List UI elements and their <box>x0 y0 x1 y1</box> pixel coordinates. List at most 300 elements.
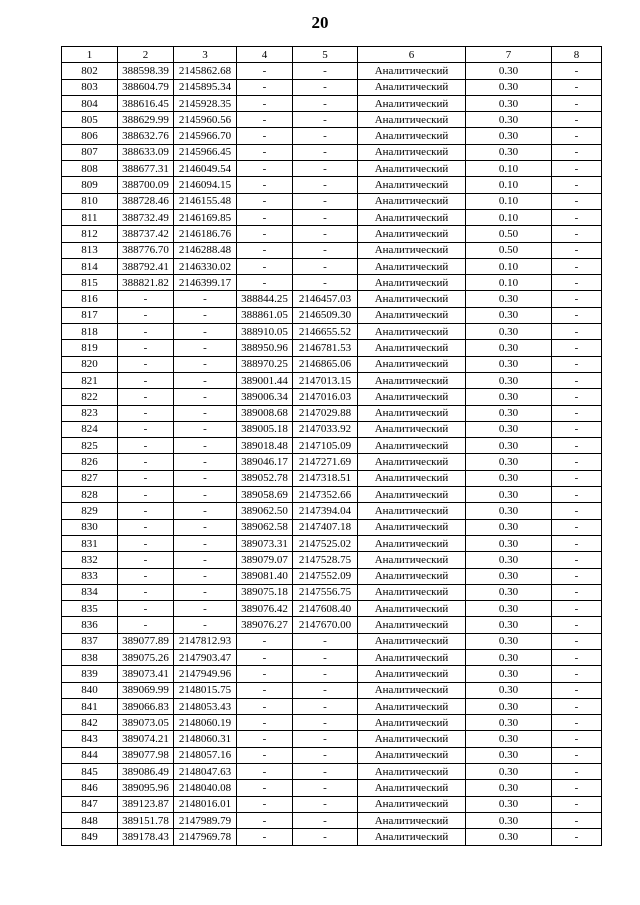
method-cell: Аналитический <box>358 503 466 519</box>
error-cell: 0.30 <box>466 372 552 388</box>
x-coord-alt-cell: 388910.05 <box>237 324 293 340</box>
error-cell: 0.30 <box>466 291 552 307</box>
x-coord-alt-cell: - <box>237 209 293 225</box>
error-cell: 0.50 <box>466 242 552 258</box>
y-coord-alt-cell: 2147552.09 <box>293 568 358 584</box>
x-coord-alt-cell: 389001.44 <box>237 372 293 388</box>
y-coord-cell: 2148016.01 <box>174 796 237 812</box>
method-cell: Аналитический <box>358 698 466 714</box>
y-coord-alt-cell: 2146865.06 <box>293 356 358 372</box>
error-cell: 0.10 <box>466 161 552 177</box>
x-coord-alt-cell: 389052.78 <box>237 470 293 486</box>
note-cell: - <box>552 79 602 95</box>
y-coord-cell: 2148057.16 <box>174 747 237 763</box>
table-row <box>62 372 602 388</box>
x-coord-alt-cell: 389058.69 <box>237 487 293 503</box>
note-cell: - <box>552 144 602 160</box>
error-cell: 0.30 <box>466 112 552 128</box>
y-coord-alt-cell: - <box>293 209 358 225</box>
method-cell: Аналитический <box>358 291 466 307</box>
y-coord-alt-cell: - <box>293 666 358 682</box>
x-coord-cell: - <box>118 617 174 633</box>
x-coord-cell: - <box>118 356 174 372</box>
point-number-cell: 811 <box>62 209 118 225</box>
note-cell: - <box>552 649 602 665</box>
x-coord-alt-cell: - <box>237 698 293 714</box>
x-coord-cell: 388677.31 <box>118 161 174 177</box>
column-header: 7 <box>466 47 552 63</box>
x-coord-cell: 388821.82 <box>118 275 174 291</box>
y-coord-alt-cell: 2147394.04 <box>293 503 358 519</box>
x-coord-alt-cell: - <box>237 715 293 731</box>
x-coord-cell: 389075.26 <box>118 649 174 665</box>
error-cell: 0.30 <box>466 356 552 372</box>
note-cell: - <box>552 356 602 372</box>
y-coord-cell: - <box>174 568 237 584</box>
method-cell: Аналитический <box>358 617 466 633</box>
error-cell: 0.30 <box>466 63 552 79</box>
table-row <box>62 812 602 828</box>
table-row <box>62 780 602 796</box>
note-cell: - <box>552 666 602 682</box>
x-coord-alt-cell: - <box>237 144 293 160</box>
method-cell: Аналитический <box>358 796 466 812</box>
y-coord-cell: 2147812.93 <box>174 633 237 649</box>
table-row <box>62 112 602 128</box>
note-cell: - <box>552 552 602 568</box>
error-cell: 0.30 <box>466 666 552 682</box>
point-number-cell: 814 <box>62 258 118 274</box>
error-cell: 0.30 <box>466 307 552 323</box>
y-coord-alt-cell: 2147013.15 <box>293 372 358 388</box>
x-coord-cell: - <box>118 389 174 405</box>
x-coord-alt-cell: 389076.42 <box>237 601 293 617</box>
point-number-cell: 820 <box>62 356 118 372</box>
y-coord-cell: 2145966.70 <box>174 128 237 144</box>
method-cell: Аналитический <box>358 95 466 111</box>
header-row <box>62 47 602 63</box>
y-coord-alt-cell: 2147352.66 <box>293 487 358 503</box>
y-coord-alt-cell: 2147608.40 <box>293 601 358 617</box>
table-row <box>62 666 602 682</box>
point-number-cell: 849 <box>62 829 118 845</box>
error-cell: 0.30 <box>466 519 552 535</box>
y-coord-cell: 2146049.54 <box>174 161 237 177</box>
y-coord-alt-cell: - <box>293 780 358 796</box>
error-cell: 0.30 <box>466 796 552 812</box>
x-coord-cell: - <box>118 291 174 307</box>
note-cell: - <box>552 519 602 535</box>
method-cell: Аналитический <box>358 79 466 95</box>
x-coord-alt-cell: - <box>237 177 293 193</box>
note-cell: - <box>552 764 602 780</box>
x-coord-cell: - <box>118 552 174 568</box>
method-cell: Аналитический <box>358 226 466 242</box>
error-cell: 0.30 <box>466 487 552 503</box>
note-cell: - <box>552 698 602 714</box>
x-coord-cell: - <box>118 584 174 600</box>
error-cell: 0.30 <box>466 601 552 617</box>
x-coord-cell: - <box>118 372 174 388</box>
table-row <box>62 340 602 356</box>
table-row <box>62 356 602 372</box>
y-coord-cell: 2146288.48 <box>174 242 237 258</box>
y-coord-cell: 2146155.48 <box>174 193 237 209</box>
y-coord-cell: 2148060.31 <box>174 731 237 747</box>
table-row <box>62 421 602 437</box>
y-coord-alt-cell: 2147670.00 <box>293 617 358 633</box>
error-cell: 0.30 <box>466 764 552 780</box>
table-row <box>62 324 602 340</box>
column-header: 6 <box>358 47 466 63</box>
y-coord-alt-cell: 2147528.75 <box>293 552 358 568</box>
method-cell: Аналитический <box>358 487 466 503</box>
x-coord-alt-cell: 389005.18 <box>237 421 293 437</box>
note-cell: - <box>552 780 602 796</box>
y-coord-cell: - <box>174 438 237 454</box>
x-coord-alt-cell: 389008.68 <box>237 405 293 421</box>
y-coord-cell: - <box>174 405 237 421</box>
y-coord-alt-cell: - <box>293 242 358 258</box>
y-coord-cell: - <box>174 454 237 470</box>
note-cell: - <box>552 209 602 225</box>
point-number-cell: 827 <box>62 470 118 486</box>
y-coord-alt-cell: 2147271.69 <box>293 454 358 470</box>
note-cell: - <box>552 95 602 111</box>
y-coord-alt-cell: - <box>293 95 358 111</box>
error-cell: 0.30 <box>466 829 552 845</box>
error-cell: 0.30 <box>466 470 552 486</box>
point-number-cell: 806 <box>62 128 118 144</box>
y-coord-cell: - <box>174 291 237 307</box>
y-coord-alt-cell: 2147525.02 <box>293 535 358 551</box>
method-cell: Аналитический <box>358 438 466 454</box>
method-cell: Аналитический <box>358 519 466 535</box>
x-coord-cell: 389123.87 <box>118 796 174 812</box>
note-cell: - <box>552 487 602 503</box>
point-number-cell: 832 <box>62 552 118 568</box>
method-cell: Аналитический <box>358 112 466 128</box>
point-number-cell: 823 <box>62 405 118 421</box>
point-number-cell: 818 <box>62 324 118 340</box>
x-coord-cell: 388632.76 <box>118 128 174 144</box>
column-header: 1 <box>62 47 118 63</box>
point-number-cell: 807 <box>62 144 118 160</box>
y-coord-alt-cell: 2147556.75 <box>293 584 358 600</box>
y-coord-alt-cell: 2146457.03 <box>293 291 358 307</box>
x-coord-cell: 389095.96 <box>118 780 174 796</box>
x-coord-alt-cell: - <box>237 95 293 111</box>
y-coord-cell: 2146186.76 <box>174 226 237 242</box>
table-row <box>62 829 602 845</box>
point-number-cell: 835 <box>62 601 118 617</box>
table-body <box>62 63 602 845</box>
y-coord-cell: - <box>174 601 237 617</box>
error-cell: 0.30 <box>466 128 552 144</box>
error-cell: 0.30 <box>466 144 552 160</box>
error-cell: 0.30 <box>466 421 552 437</box>
y-coord-alt-cell: - <box>293 193 358 209</box>
table-row <box>62 79 602 95</box>
y-coord-cell: - <box>174 584 237 600</box>
point-number-cell: 802 <box>62 63 118 79</box>
y-coord-alt-cell: 2146509.30 <box>293 307 358 323</box>
table-header <box>62 47 602 63</box>
error-cell: 0.30 <box>466 79 552 95</box>
point-number-cell: 834 <box>62 584 118 600</box>
method-cell: Аналитический <box>358 161 466 177</box>
x-coord-alt-cell: 389018.48 <box>237 438 293 454</box>
error-cell: 0.30 <box>466 340 552 356</box>
x-coord-cell: 389086.49 <box>118 764 174 780</box>
point-number-cell: 822 <box>62 389 118 405</box>
x-coord-cell: - <box>118 307 174 323</box>
method-cell: Аналитический <box>358 421 466 437</box>
table-row <box>62 128 602 144</box>
method-cell: Аналитический <box>358 209 466 225</box>
point-number-cell: 843 <box>62 731 118 747</box>
point-number-cell: 830 <box>62 519 118 535</box>
method-cell: Аналитический <box>358 242 466 258</box>
note-cell: - <box>552 747 602 763</box>
method-cell: Аналитический <box>358 128 466 144</box>
table-row <box>62 698 602 714</box>
y-coord-cell: 2147949.96 <box>174 666 237 682</box>
point-number-cell: 825 <box>62 438 118 454</box>
y-coord-alt-cell: - <box>293 63 358 79</box>
note-cell: - <box>552 503 602 519</box>
y-coord-alt-cell: - <box>293 144 358 160</box>
y-coord-alt-cell: - <box>293 796 358 812</box>
x-coord-cell: 388732.49 <box>118 209 174 225</box>
table-row <box>62 715 602 731</box>
x-coord-cell: 388616.45 <box>118 95 174 111</box>
point-number-cell: 844 <box>62 747 118 763</box>
x-coord-alt-cell: - <box>237 633 293 649</box>
point-number-cell: 829 <box>62 503 118 519</box>
method-cell: Аналитический <box>358 389 466 405</box>
x-coord-cell: - <box>118 324 174 340</box>
x-coord-alt-cell: 388861.05 <box>237 307 293 323</box>
x-coord-cell: - <box>118 535 174 551</box>
error-cell: 0.10 <box>466 177 552 193</box>
error-cell: 0.30 <box>466 617 552 633</box>
y-coord-cell: 2147903.47 <box>174 649 237 665</box>
x-coord-cell: 388792.41 <box>118 258 174 274</box>
note-cell: - <box>552 535 602 551</box>
y-coord-cell: - <box>174 487 237 503</box>
x-coord-cell: - <box>118 503 174 519</box>
table-row <box>62 796 602 812</box>
note-cell: - <box>552 291 602 307</box>
y-coord-cell: - <box>174 421 237 437</box>
method-cell: Аналитический <box>358 177 466 193</box>
x-coord-alt-cell: - <box>237 193 293 209</box>
y-coord-alt-cell: - <box>293 812 358 828</box>
error-cell: 0.10 <box>466 258 552 274</box>
y-coord-alt-cell: 2147407.18 <box>293 519 358 535</box>
method-cell: Аналитический <box>358 715 466 731</box>
method-cell: Аналитический <box>358 780 466 796</box>
error-cell: 0.30 <box>466 649 552 665</box>
x-coord-cell: 389074.21 <box>118 731 174 747</box>
point-number-cell: 805 <box>62 112 118 128</box>
y-coord-alt-cell: - <box>293 764 358 780</box>
point-number-cell: 808 <box>62 161 118 177</box>
x-coord-cell: - <box>118 568 174 584</box>
y-coord-alt-cell: 2147033.92 <box>293 421 358 437</box>
point-number-cell: 815 <box>62 275 118 291</box>
error-cell: 0.30 <box>466 715 552 731</box>
y-coord-alt-cell: - <box>293 747 358 763</box>
x-coord-cell: 389178.43 <box>118 829 174 845</box>
x-coord-cell: 388776.70 <box>118 242 174 258</box>
y-coord-alt-cell: - <box>293 258 358 274</box>
point-number-cell: 826 <box>62 454 118 470</box>
x-coord-alt-cell: 389073.31 <box>237 535 293 551</box>
point-number-cell: 828 <box>62 487 118 503</box>
y-coord-alt-cell: - <box>293 128 358 144</box>
table-row <box>62 568 602 584</box>
x-coord-cell: - <box>118 601 174 617</box>
table-row <box>62 764 602 780</box>
note-cell: - <box>552 617 602 633</box>
error-cell: 0.10 <box>466 193 552 209</box>
x-coord-alt-cell: - <box>237 829 293 845</box>
method-cell: Аналитический <box>358 649 466 665</box>
table-row <box>62 552 602 568</box>
note-cell: - <box>552 731 602 747</box>
point-number-cell: 804 <box>62 95 118 111</box>
error-cell: 0.30 <box>466 405 552 421</box>
x-coord-alt-cell: 389062.50 <box>237 503 293 519</box>
error-cell: 0.50 <box>466 226 552 242</box>
point-number-cell: 810 <box>62 193 118 209</box>
table-row <box>62 405 602 421</box>
x-coord-cell: - <box>118 487 174 503</box>
note-cell: - <box>552 633 602 649</box>
method-cell: Аналитический <box>358 258 466 274</box>
error-cell: 0.30 <box>466 454 552 470</box>
y-coord-cell: 2148015.75 <box>174 682 237 698</box>
note-cell: - <box>552 682 602 698</box>
x-coord-alt-cell: - <box>237 112 293 128</box>
y-coord-cell: - <box>174 519 237 535</box>
note-cell: - <box>552 584 602 600</box>
table-row <box>62 535 602 551</box>
y-coord-alt-cell: 2147016.03 <box>293 389 358 405</box>
note-cell: - <box>552 258 602 274</box>
table-row <box>62 242 602 258</box>
x-coord-cell: - <box>118 340 174 356</box>
x-coord-alt-cell: - <box>237 258 293 274</box>
y-coord-cell: - <box>174 535 237 551</box>
table-row <box>62 307 602 323</box>
x-coord-cell: 389077.89 <box>118 633 174 649</box>
y-coord-cell: - <box>174 356 237 372</box>
x-coord-cell: - <box>118 519 174 535</box>
point-number-cell: 836 <box>62 617 118 633</box>
point-number-cell: 816 <box>62 291 118 307</box>
table-row <box>62 291 602 307</box>
method-cell: Аналитический <box>358 584 466 600</box>
y-coord-cell: - <box>174 552 237 568</box>
x-coord-alt-cell: 389046.17 <box>237 454 293 470</box>
note-cell: - <box>552 63 602 79</box>
x-coord-cell: 388633.09 <box>118 144 174 160</box>
note-cell: - <box>552 454 602 470</box>
x-coord-cell: 388629.99 <box>118 112 174 128</box>
page-number: 20 <box>311 13 329 32</box>
table-row <box>62 258 602 274</box>
table-row <box>62 584 602 600</box>
method-cell: Аналитический <box>358 144 466 160</box>
table-row <box>62 226 602 242</box>
method-cell: Аналитический <box>358 731 466 747</box>
method-cell: Аналитический <box>358 470 466 486</box>
y-coord-alt-cell: - <box>293 829 358 845</box>
y-coord-alt-cell: - <box>293 161 358 177</box>
x-coord-alt-cell: 388950.96 <box>237 340 293 356</box>
x-coord-alt-cell: 389076.27 <box>237 617 293 633</box>
method-cell: Аналитический <box>358 275 466 291</box>
y-coord-alt-cell: - <box>293 112 358 128</box>
x-coord-alt-cell: - <box>237 79 293 95</box>
y-coord-alt-cell: - <box>293 177 358 193</box>
method-cell: Аналитический <box>358 454 466 470</box>
column-header: 4 <box>237 47 293 63</box>
y-coord-cell: 2145966.45 <box>174 144 237 160</box>
point-number-cell: 803 <box>62 79 118 95</box>
point-number-cell: 813 <box>62 242 118 258</box>
x-coord-alt-cell: 388844.25 <box>237 291 293 307</box>
y-coord-alt-cell: 2147105.09 <box>293 438 358 454</box>
y-coord-cell: - <box>174 307 237 323</box>
x-coord-alt-cell: - <box>237 812 293 828</box>
y-coord-alt-cell: - <box>293 275 358 291</box>
y-coord-cell: 2145862.68 <box>174 63 237 79</box>
note-cell: - <box>552 470 602 486</box>
point-number-cell: 837 <box>62 633 118 649</box>
y-coord-cell: - <box>174 340 237 356</box>
y-coord-alt-cell: - <box>293 226 358 242</box>
error-cell: 0.30 <box>466 682 552 698</box>
method-cell: Аналитический <box>358 764 466 780</box>
error-cell: 0.30 <box>466 747 552 763</box>
x-coord-alt-cell: - <box>237 242 293 258</box>
x-coord-cell: 389151.78 <box>118 812 174 828</box>
note-cell: - <box>552 568 602 584</box>
x-coord-cell: 389077.98 <box>118 747 174 763</box>
y-coord-cell: 2145960.56 <box>174 112 237 128</box>
method-cell: Аналитический <box>358 666 466 682</box>
coordinates-table <box>61 46 602 846</box>
x-coord-alt-cell: 389079.07 <box>237 552 293 568</box>
error-cell: 0.30 <box>466 633 552 649</box>
point-number-cell: 846 <box>62 780 118 796</box>
error-cell: 0.30 <box>466 584 552 600</box>
x-coord-alt-cell: 389006.34 <box>237 389 293 405</box>
x-coord-cell: 388737.42 <box>118 226 174 242</box>
y-coord-cell: 2145895.34 <box>174 79 237 95</box>
column-header: 3 <box>174 47 237 63</box>
y-coord-alt-cell: - <box>293 682 358 698</box>
method-cell: Аналитический <box>358 324 466 340</box>
x-coord-alt-cell: 389075.18 <box>237 584 293 600</box>
x-coord-cell: - <box>118 438 174 454</box>
y-coord-alt-cell: 2146781.53 <box>293 340 358 356</box>
x-coord-cell: 389073.41 <box>118 666 174 682</box>
